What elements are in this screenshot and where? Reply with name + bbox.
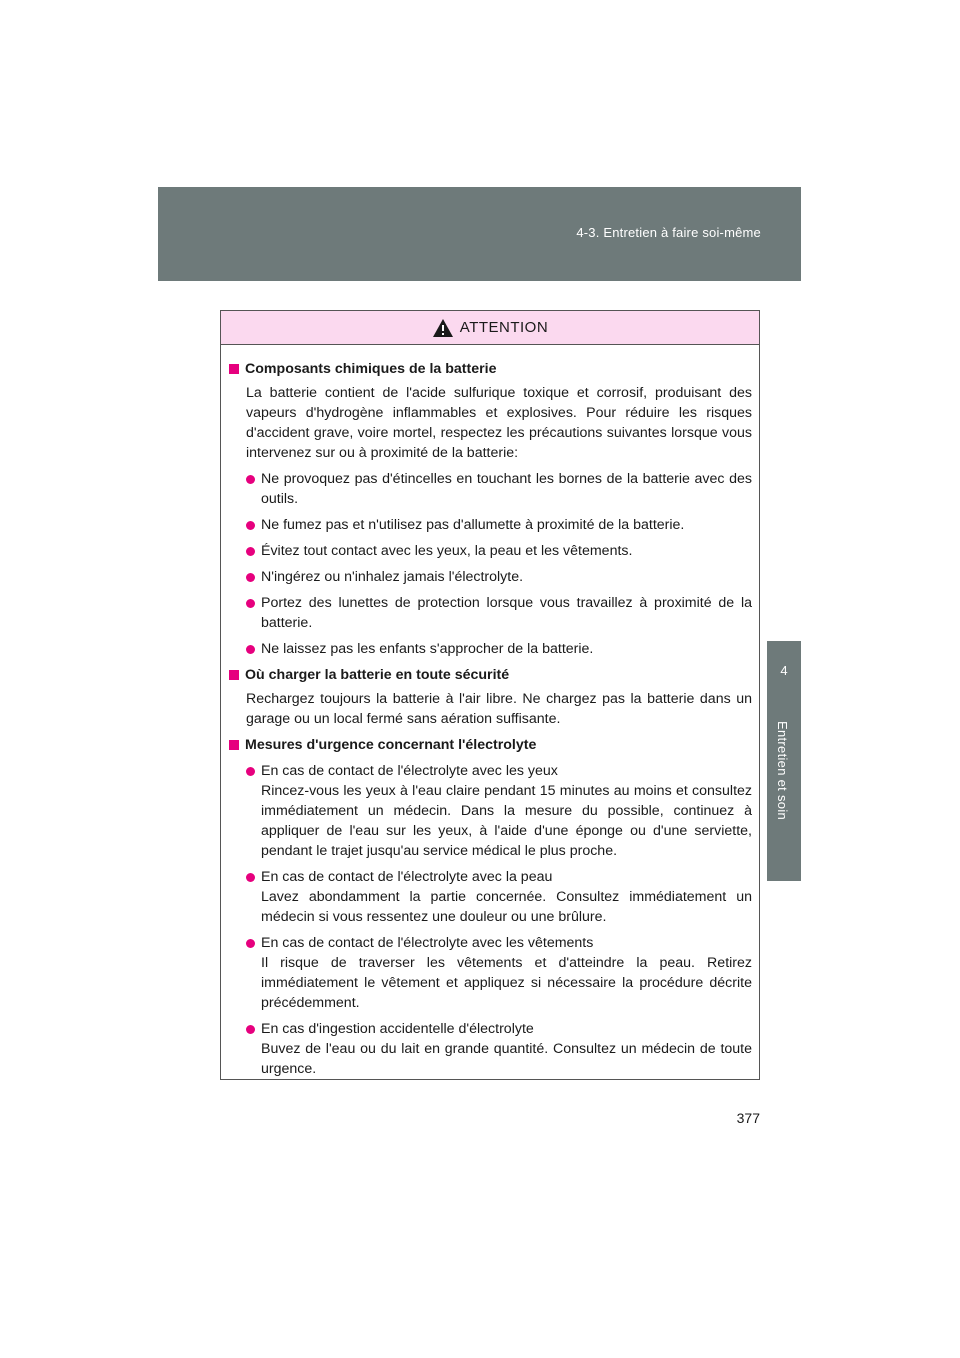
warning-body <box>221 345 759 1079</box>
section-heading: Composants chimiques de la batterie <box>229 359 752 379</box>
bullet-icon <box>246 939 255 948</box>
chapter-number: 4 <box>767 641 801 701</box>
item-detail: Lavez abondamment la partie concernée. Consultez immédiatement un médecin si vous ressentez une douleur ou une brûlure. <box>261 889 752 925</box>
item-lead: En cas de contact de l'électrolyte avec la peau <box>261 869 553 885</box>
section-paragraph: La batterie contient de l'acide sulfurique toxique et corrosif, produisant des vapeurs d'hydrogène inflammables et explosives. Pour réduire les risques d'accident grave, voire mortel, respectez les précautions suivantes lorsque vous intervenez sur ou à proximité de la batterie: <box>246 385 752 461</box>
item-detail: Il risque de traverser les vêtements et d'atteindre la peau. Retirez immédiatement le vêtement et appliquez si nécessaire la procédure décrite précédemment. <box>261 955 752 1011</box>
bullet-icon <box>246 873 255 882</box>
bullet-icon <box>246 767 255 776</box>
chapter-label: Entretien et soin <box>775 721 790 821</box>
square-bullet-icon <box>229 740 239 750</box>
bullet-icon <box>246 475 255 484</box>
item-lead: En cas d'ingestion accidentelle d'électrolyte <box>261 1021 534 1037</box>
chapter-label-tab <box>767 701 801 881</box>
bullet-icon <box>246 1025 255 1034</box>
item-lead: En cas de contact de l'électrolyte avec les yeux <box>261 763 558 779</box>
bullet-icon <box>246 645 255 654</box>
bullet-icon <box>246 547 255 556</box>
section-heading: Mesures d'urgence concernant l'électrolyte <box>229 735 752 755</box>
list-item <box>246 1019 752 1079</box>
list-item <box>246 761 752 861</box>
bullet-icon <box>246 521 255 530</box>
list-item: Ne fumez pas et n'utilisez pas d'allumette à proximité de la batterie. <box>246 515 752 535</box>
item-lead: En cas de contact de l'électrolyte avec les vêtements <box>261 935 594 951</box>
section-paragraph: Rechargez toujours la batterie à l'air libre. Ne chargez pas la batterie dans un garage ou un local fermé sans aération suffisante. <box>246 691 752 727</box>
warning-box <box>220 310 760 1080</box>
list-item: Évitez tout contact avec les yeux, la peau et les vêtements. <box>246 541 752 561</box>
square-bullet-icon <box>229 364 239 374</box>
warning-header <box>221 311 759 345</box>
bullet-icon <box>246 573 255 582</box>
warning-title: ATTENTION <box>459 319 549 336</box>
list-item: Portez des lunettes de protection lorsque vous travaillez à proximité de la batterie. <box>246 593 752 633</box>
list-item: Ne laissez pas les enfants s'approcher de la batterie. <box>246 639 752 659</box>
section-title: 4-3. Entretien à faire soi-même <box>576 225 761 240</box>
item-detail: Rincez-vous les yeux à l'eau claire pendant 15 minutes au moins et consultez immédiatement un médecin. Dans la mesure du possible, continuez à appliquer de l'eau sur les yeux, à l'aide d'une éponge ou d'une serviette, pendant le trajet jusqu'au service médical le plus proche. <box>261 783 752 859</box>
page-number: 377 <box>736 1110 760 1126</box>
bullet-icon <box>246 599 255 608</box>
list-item: Ne provoquez pas d'étincelles en touchant les bornes de la batterie avec des outils. <box>246 469 752 509</box>
square-bullet-icon <box>229 670 239 680</box>
section-heading: Où charger la batterie en toute sécurité <box>229 665 752 685</box>
list-item: N'ingérez ou n'inhalez jamais l'électrolyte. <box>246 567 752 587</box>
warning-triangle-icon <box>432 318 454 338</box>
list-item <box>246 933 752 1013</box>
item-detail: Buvez de l'eau ou du lait en grande quantité. Consultez un médecin de toute urgence. <box>261 1041 752 1077</box>
list-item <box>246 867 752 927</box>
header-band <box>158 187 801 281</box>
